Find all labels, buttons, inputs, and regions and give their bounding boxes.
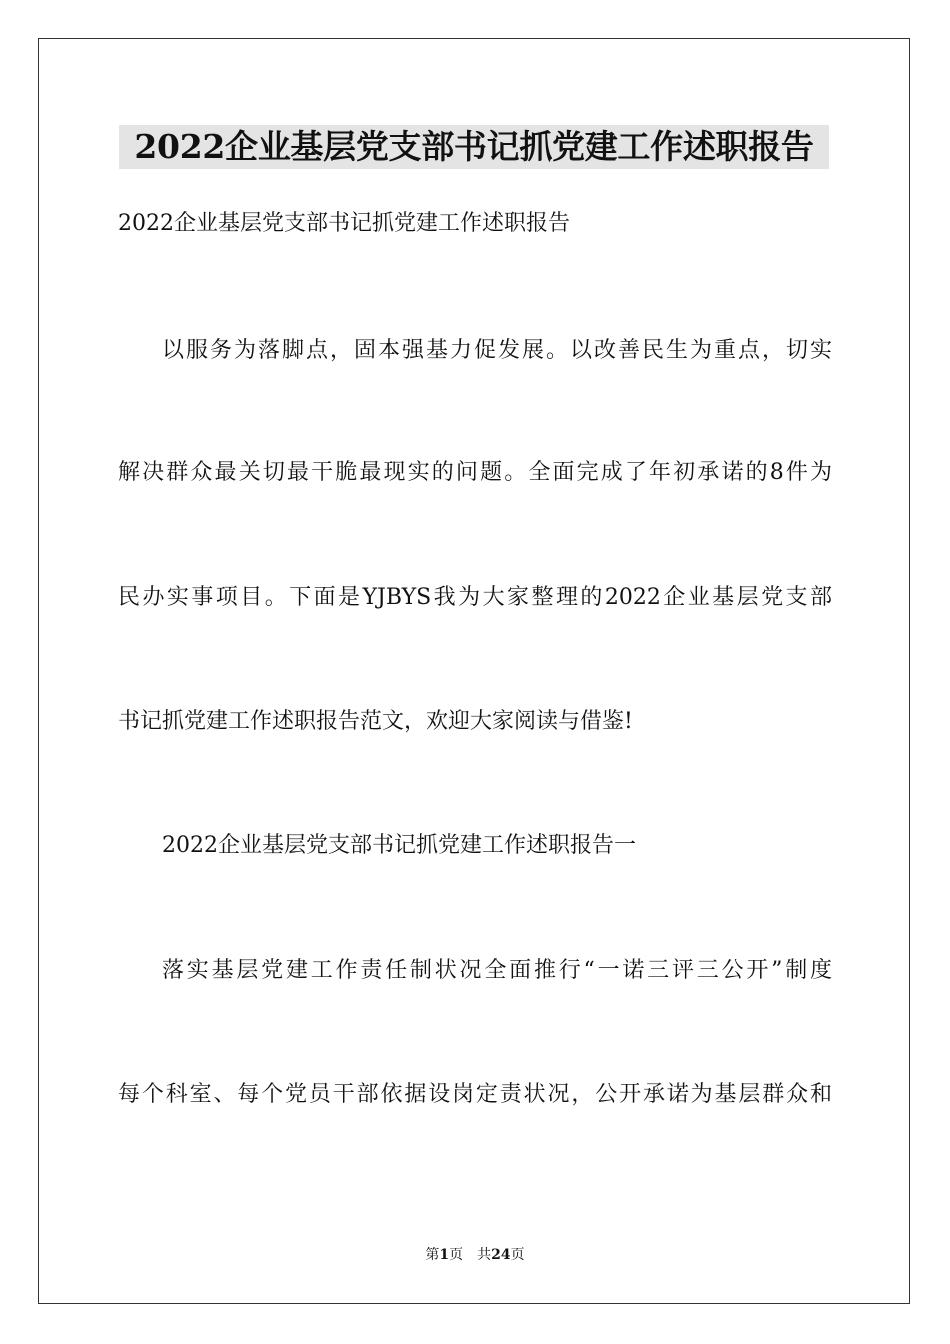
paragraph-line: 每个科室、每个党员干部依据设岗定责状况，公开承诺为基层群众和 xyxy=(118,1082,832,1107)
section-heading: 2022企业基层党支部书记抓党建工作述职报告一 xyxy=(162,833,636,858)
current-page-number: 1 xyxy=(439,1247,450,1263)
document-title: 2022企业基层党支部书记抓党建工作述职报告 xyxy=(119,125,829,169)
paragraph-line: 书记抓党建工作述职报告范文，欢迎大家阅读与借鉴! xyxy=(118,709,633,734)
total-prefix: 共 xyxy=(477,1247,492,1263)
page-prefix: 第 xyxy=(425,1247,440,1263)
page-footer xyxy=(0,1246,950,1264)
paragraph-line: 解决群众最关切最干脆最现实的问题。全面完成了年初承诺的8件为 xyxy=(118,460,832,485)
total-suffix: 页 xyxy=(510,1247,525,1263)
total-pages-number: 24 xyxy=(491,1247,511,1263)
document-subtitle: 2022企业基层党支部书记抓党建工作述职报告 xyxy=(118,211,570,236)
paragraph-line: 民办实事项目。下面是YJBYS我为大家整理的2022企业基层党支部 xyxy=(118,585,832,610)
paragraph-line: 落实基层党建工作责任制状况全面推行“一诺三评三公开”制度 xyxy=(162,958,832,983)
paragraph-line: 以服务为落脚点，固本强基力促发展。以改善民生为重点，切实 xyxy=(162,338,832,363)
page-suffix: 页 xyxy=(449,1247,464,1263)
